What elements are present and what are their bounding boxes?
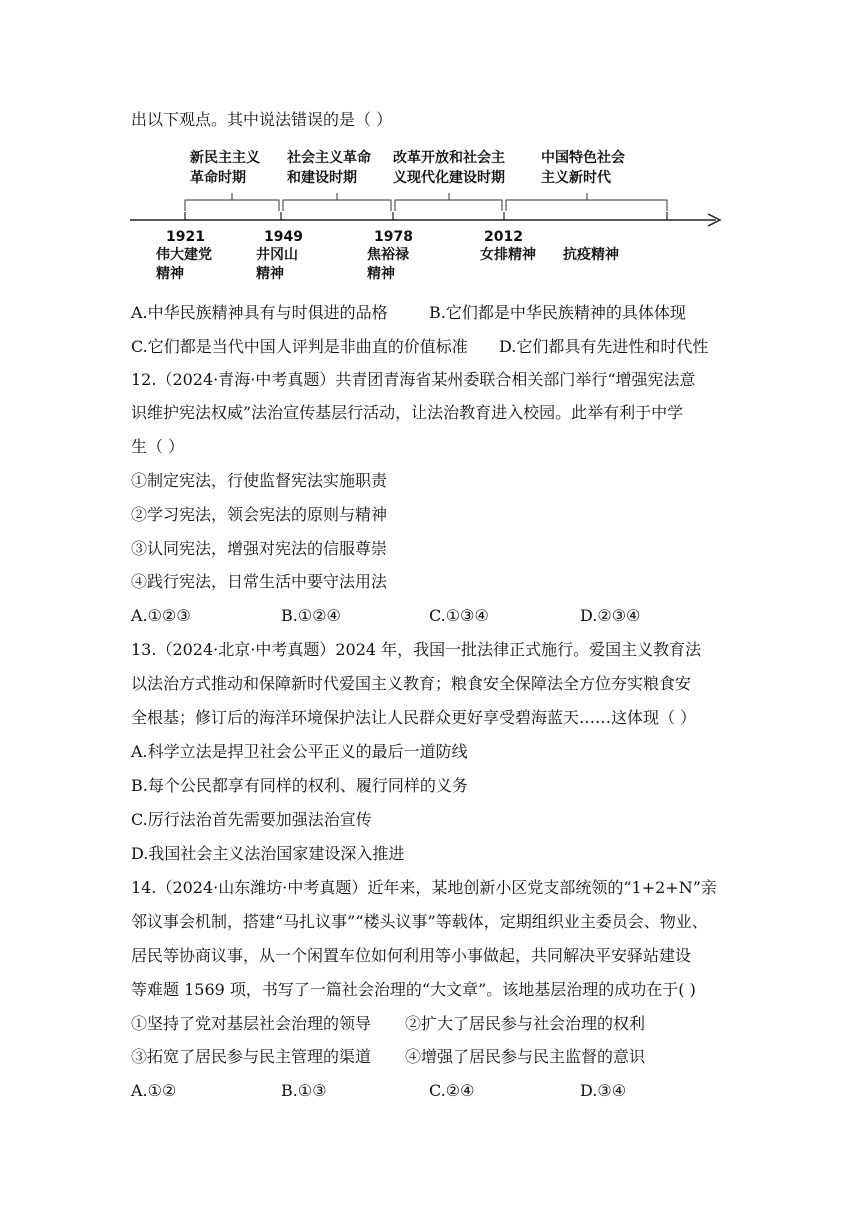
spirit-2-line2: 精神 [256, 266, 284, 282]
q14-item-1: ①坚持了党对基层社会治理的领导 [131, 1014, 372, 1033]
q12-stem-line-2: 识维护宪法权威”法治宣传基层行活动，让法治教育进入校园。此举有利于中学 [131, 403, 684, 422]
period-1-line2: 革命时期 [190, 170, 246, 186]
brace-1 [185, 193, 279, 211]
q14-items-row-1 [131, 1014, 731, 1034]
q12-option-b: B.①②④ [281, 606, 341, 625]
q14-item-4: ④增强了居民参与民主监督的意识 [405, 1047, 646, 1066]
q14-item-3: ③拓宽了居民参与民主管理的渠道 [131, 1047, 372, 1066]
q11-options-row-2 [131, 337, 731, 357]
spirit-3-line2: 精神 [367, 266, 395, 282]
q13-option-c: C.厉行法治首先需要加强法治宣传 [131, 810, 372, 829]
period-4-line2: 主义新时代 [541, 170, 611, 186]
timeline-ticks [185, 212, 667, 220]
q12-item-3: ③认同宪法，增强对宪法的信服尊崇 [131, 539, 388, 558]
spirit-3-line1: 焦裕禄 [367, 247, 409, 263]
year-1921: 1921 [166, 229, 205, 245]
q14-option-c: C.②④ [429, 1081, 475, 1100]
q14-options [131, 1081, 731, 1101]
q11-option-c: C.它们都是当代中国人评判是非曲直的价值标准 [131, 337, 468, 356]
q13-stem-line-2: 以法治方式推动和保障新时代爱国主义教育；粮食安全保障法全方位夯实粮食安 [131, 674, 692, 693]
q12-option-d: D.②③④ [580, 606, 641, 625]
q11-option-d: D.它们都具有先进性和时代性 [499, 337, 709, 356]
q14-option-b: B.①③ [281, 1081, 327, 1100]
q13-stem-line-3: 全根基；修订后的海洋环境保护法让人民群众更好享受碧海蓝天……这体现（ ） [131, 708, 697, 727]
q13-option-b: B.每个公民都享有同样的权利、履行同样的义务 [131, 776, 468, 795]
q12-item-2: ②学习宪法，领会宪法的原则与精神 [131, 505, 388, 524]
period-1-line1: 新民主主义 [190, 150, 260, 166]
year-1949: 1949 [264, 229, 303, 245]
spirit-1-line1: 伟大建党 [156, 247, 212, 263]
q14-stem-line-1: 14.（2024·山东潍坊·中考真题）近年来，某地创新小区党支部统领的“1+2+N”亲 [131, 878, 717, 897]
period-3-line1: 改革开放和社会主 [393, 150, 505, 166]
spirit-2-line1: 井冈山 [256, 247, 298, 263]
q14-stem-line-4: 等难题 1569 项，书写了一篇社会治理的“大文章”。该地基层治理的成功在于( ) [131, 980, 696, 999]
q12-stem-line-3: 生（ ） [131, 437, 185, 456]
q12-option-c: C.①③④ [429, 606, 489, 625]
q11-option-a: A.中华民族精神具有与时俱进的品格 [131, 303, 388, 322]
period-4-line1: 中国特色社会 [541, 150, 625, 166]
q12-options [131, 606, 731, 626]
q14-option-d: D.③④ [580, 1081, 627, 1100]
q12-option-a: A.①②③ [131, 606, 191, 625]
q14-items-row-2 [131, 1047, 731, 1067]
intro-line: 出以下观点。其中说法错误的是（ ） [131, 110, 393, 129]
q14-stem-line-2: 邻议事会机制，搭建“马扎议事”“楼头议事”等载体，定期组织业主委员会、物业、 [131, 912, 708, 931]
brace-3 [395, 193, 502, 211]
q12-item-4: ④践行宪法，日常生活中要守法用法 [131, 572, 388, 591]
timeline-diagram [0, 0, 860, 300]
brace-4 [506, 193, 667, 211]
q11-option-b: B.它们都是中华民族精神的具体体现 [429, 303, 686, 322]
period-3-line2: 义现代化建设时期 [393, 170, 505, 186]
year-1978: 1978 [374, 229, 413, 245]
q14-stem-line-3: 居民等协商议事，从一个闲置车位如何利用等小事做起，共同解决平安驿站建设 [131, 946, 692, 965]
q14-option-a: A.①② [131, 1081, 177, 1100]
spirit-4-line1: 女排精神 [480, 247, 536, 263]
q12-stem-line-1: 12.（2024·青海·中考真题）共青团青海省某州委联合相关部门举行“增强宪法意 [131, 370, 696, 389]
year-2012: 2012 [484, 229, 523, 245]
brace-2 [283, 193, 391, 211]
period-2-line1: 社会主义革命 [287, 150, 371, 166]
period-braces [185, 193, 667, 211]
spirit-1-line2: 精神 [156, 266, 184, 282]
q11-options-row-1 [131, 303, 731, 323]
q13-option-d: D.我国社会主义法治国家建设深入推进 [131, 844, 405, 863]
spirit-5-line1: 抗疫精神 [563, 247, 619, 263]
q13-stem-line-1: 13.（2024·北京·中考真题）2024 年，我国一批法律正式施行。爱国主义教育法 [131, 640, 702, 659]
q12-item-1: ①制定宪法，行使监督宪法实施职责 [131, 471, 388, 490]
period-2-line2: 和建设时期 [287, 170, 357, 186]
q14-item-2: ②扩大了居民参与社会治理的权利 [405, 1014, 646, 1033]
q13-option-a: A.科学立法是捍卫社会公平正义的最后一道防线 [131, 742, 468, 761]
